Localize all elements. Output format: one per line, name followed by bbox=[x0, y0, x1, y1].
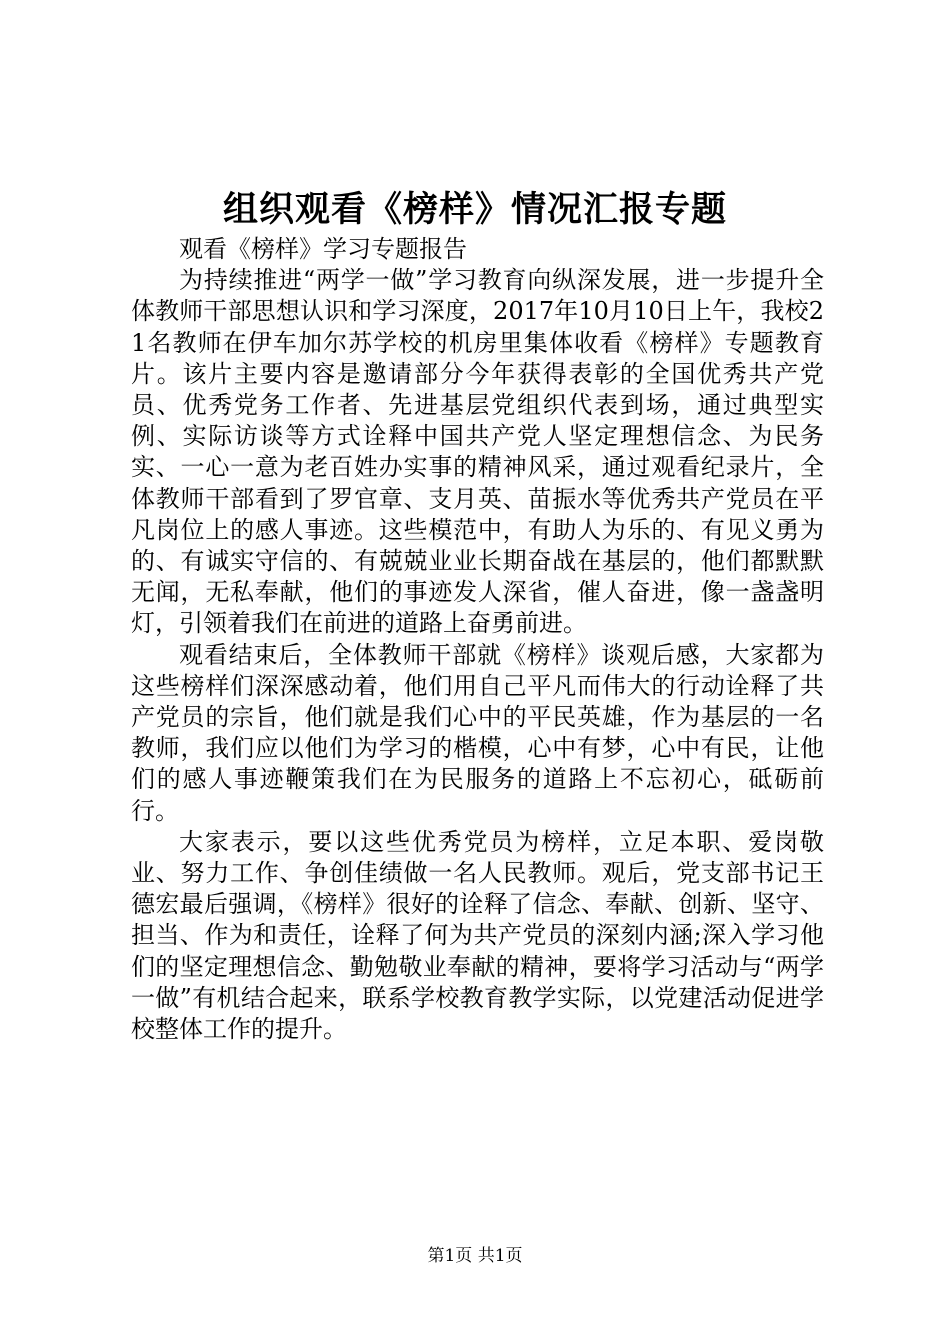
document-body bbox=[131, 234, 824, 1045]
document-title: 组织观看《榜样》情况汇报专题 bbox=[222, 189, 727, 230]
page-footer: 第1页 共1页 bbox=[427, 1246, 523, 1266]
body-paragraph: 大家表示，要以这些优秀党员为榜样，立足本职、爱岗敬业、努力工作、争创佳绩做一名人民教师。观后，党支部书记王德宏最后强调，《榜样》很好的诠释了信念、奉献、创新、坚守、担当、作为和责任，诠释了何为共产党员的深刻内涵;深入学习他们的坚定理想信念、勤勉敬业奉献的精神，要将学习活动与“两学一做”有机结合起来，联系学校教育教学实际，以党建活动促进学校整体工作的提升。 bbox=[131, 827, 824, 1044]
subtitle-paragraph: 观看《榜样》学习专题报告 bbox=[179, 235, 467, 263]
body-paragraph: 观看结束后，全体教师干部就《榜样》谈观后感，大家都为这些榜样们深深感动着，他们用自己平凡而伟大的行动诠释了共产党员的宗旨，他们就是我们心中的平民英雄，作为基层的一名教师，我们应以他们为学习的楷模，心中有梦，心中有民，让他们的感人事迹鞭策我们在为民服务的道路上不忘初心，砥砺前行。 bbox=[131, 640, 824, 825]
body-paragraph: 为持续推进“两学一做”学习教育向纵深发展，进一步提升全体教师干部思想认识和学习深度，2017年10月10日上午，我校21名教师在伊车加尔苏学校的机房里集体收看《榜样》专题教育片。该片主要内容是邀请部分今年获得表彰的全国优秀共产党员、优秀党务工作者、先进基层党组织代表到场，通过典型实例、实际访谈等方式诠释中国共产党人坚定理想信念、为民务实、一心一意为老百姓办实事的精神风采，通过观看纪录片，全体教师干部看到了罗官章、支月英、苗振水等优秀共产党员在平凡岗位上的感人事迹。这些模范中，有助人为乐的、有见义勇为的、有诚实守信的、有兢兢业业长期奋战在基层的，他们都默默无闻，无私奉献，他们的事迹发人深省，催人奋进，像一盏盏明灯，引领着我们在前进的道路上奋勇前进。 bbox=[131, 266, 824, 638]
